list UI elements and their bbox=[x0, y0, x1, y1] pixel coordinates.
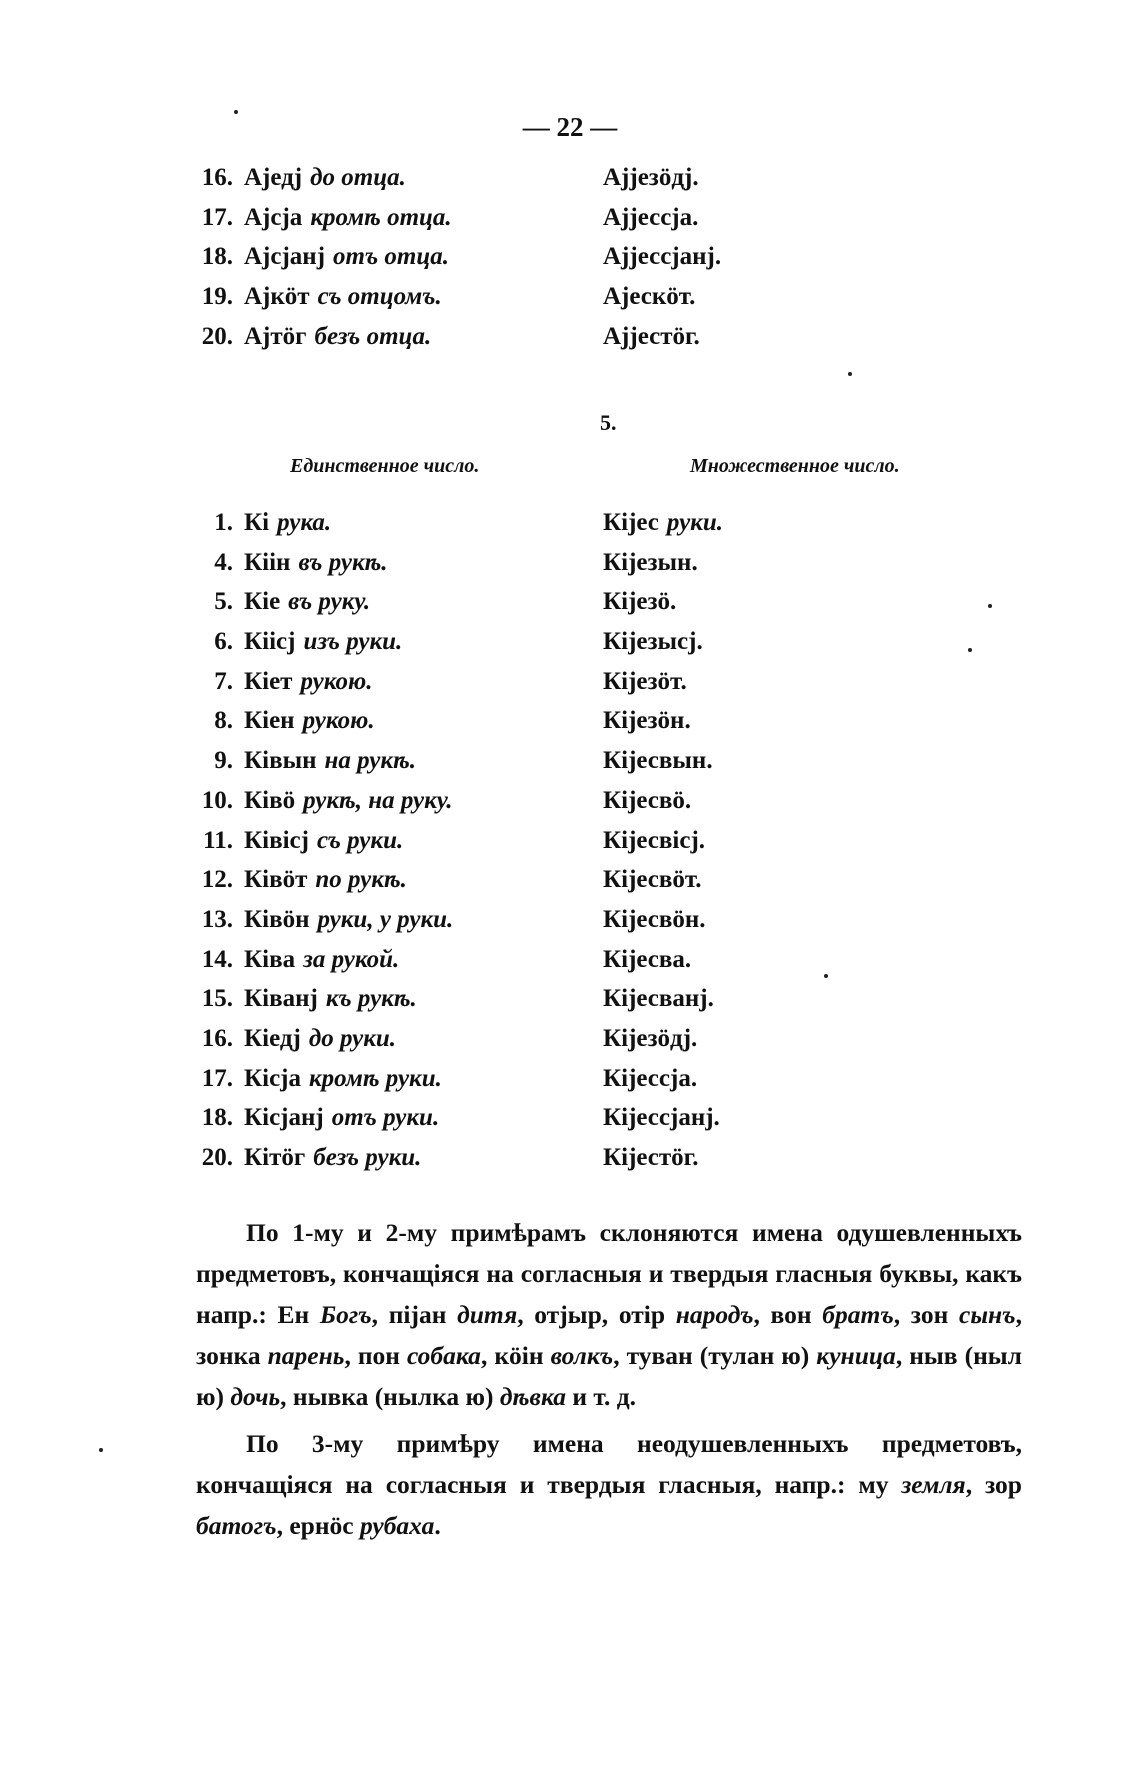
singular-form bbox=[244, 277, 442, 317]
row-number: 20. bbox=[201, 1144, 233, 1171]
text-run: , пiјан bbox=[371, 1300, 458, 1329]
page-number: — 22 — bbox=[522, 112, 618, 142]
table-row bbox=[0, 900, 1140, 940]
translation: рукою. bbox=[302, 707, 375, 735]
table-row bbox=[0, 198, 1140, 238]
translation: по рукѣ. bbox=[315, 866, 407, 894]
translation: рукою. bbox=[300, 667, 373, 695]
translation: кромѣ руки. bbox=[309, 1064, 442, 1092]
text-run: , ернöс bbox=[276, 1511, 360, 1540]
row-number: 17. bbox=[201, 203, 233, 231]
declension-table-father bbox=[0, 158, 1140, 356]
plural-translation: руки. bbox=[666, 509, 723, 536]
singular-form bbox=[244, 662, 372, 702]
example-translation: дѣвка bbox=[499, 1382, 566, 1411]
word: Кiе bbox=[244, 588, 281, 616]
paragraph-examples-1-2 bbox=[196, 1212, 1022, 1417]
table-row bbox=[0, 622, 1140, 662]
translation: отъ руки. bbox=[331, 1104, 440, 1132]
section-number: 5. bbox=[600, 410, 617, 435]
table-row bbox=[0, 543, 1140, 583]
plural-form bbox=[603, 1138, 698, 1178]
table-row bbox=[0, 940, 1140, 980]
table-row bbox=[0, 662, 1140, 702]
singular-form bbox=[244, 622, 402, 662]
singular-form bbox=[244, 237, 449, 277]
word: Кiен bbox=[244, 707, 295, 735]
example-translation: земля bbox=[901, 1470, 966, 1499]
plural-form bbox=[603, 821, 705, 861]
singular-form bbox=[244, 781, 453, 821]
table-row bbox=[0, 503, 1140, 543]
plural-word: Аjjессjа. bbox=[603, 203, 699, 231]
plural-form bbox=[603, 662, 687, 702]
word: Кiiсj bbox=[244, 628, 296, 656]
table-row bbox=[0, 1019, 1140, 1059]
row-number: 19. bbox=[201, 283, 233, 311]
example-translation: волкъ bbox=[550, 1341, 614, 1370]
singular-form bbox=[244, 701, 375, 741]
plural-word: Аjjезöдj. bbox=[603, 164, 699, 191]
singular-form bbox=[244, 1019, 396, 1059]
print-speck bbox=[824, 974, 828, 978]
word: Кiет bbox=[244, 667, 293, 695]
text-run: , туван (тулан ю) bbox=[613, 1341, 817, 1370]
row-number: 4. bbox=[214, 548, 233, 576]
plural-form bbox=[603, 1098, 720, 1138]
row-number: 20. bbox=[201, 322, 233, 350]
plural-word: Аjескöт. bbox=[603, 283, 696, 311]
table-row bbox=[0, 860, 1140, 900]
singular-form bbox=[244, 198, 452, 238]
plural-form bbox=[603, 543, 698, 583]
word: Кiiн bbox=[244, 548, 291, 576]
singular-form bbox=[244, 1059, 442, 1099]
text-run: , вон bbox=[753, 1300, 823, 1329]
word: Кiва bbox=[244, 945, 296, 973]
plural-word: Кijестöг. bbox=[603, 1144, 699, 1171]
plural-form bbox=[603, 860, 702, 900]
example-translation: братъ bbox=[822, 1300, 894, 1329]
text-run: По 3-му примѣру имена неодушевленныхъ предметовъ, кончащіяся на согласныя и твердыя гласныя, напр.: му bbox=[196, 1429, 1022, 1499]
example-translation: куница bbox=[816, 1341, 896, 1370]
declension-table-hand bbox=[0, 503, 1140, 1178]
text-run: По 1-му и 2-му примѣрамъ склоняются имена одушевленныхъ предметовъ, кончащіяся на согласныя и твердыя гласныя буквы, какъ напр.: Ен bbox=[196, 1218, 1022, 1329]
row-number: 10. bbox=[201, 786, 233, 814]
plural-word: Кijесвiсj. bbox=[603, 826, 706, 854]
text-run: , отjыр, отiр bbox=[517, 1300, 676, 1329]
paragraph-examples-3 bbox=[196, 1423, 1022, 1546]
row-number: 15. bbox=[201, 985, 233, 1013]
example-translation: дочь bbox=[230, 1382, 281, 1411]
translation: до руки. bbox=[308, 1024, 397, 1052]
table-row bbox=[0, 701, 1140, 741]
text-run: и т. д. bbox=[565, 1382, 637, 1411]
example-translation: народъ bbox=[675, 1300, 754, 1329]
word: Кiедj bbox=[244, 1024, 301, 1052]
header-singular: Единственное число. bbox=[290, 455, 480, 477]
table-row bbox=[0, 317, 1140, 357]
table-row bbox=[0, 1138, 1140, 1178]
table-row bbox=[0, 158, 1140, 198]
print-speck bbox=[988, 604, 992, 608]
singular-form bbox=[244, 1098, 439, 1138]
plural-word: Кijесвын. bbox=[603, 747, 713, 775]
example-translation: парень bbox=[267, 1341, 345, 1370]
text-run: , пон bbox=[344, 1341, 407, 1370]
print-speck bbox=[234, 110, 238, 114]
translation: кромѣ отца. bbox=[310, 203, 452, 231]
word: Аjсjа bbox=[244, 203, 303, 231]
singular-form bbox=[244, 741, 416, 781]
print-speck bbox=[848, 372, 852, 376]
translation: рукѣ, на руку. bbox=[303, 786, 453, 814]
plural-form bbox=[603, 1059, 697, 1099]
plural-word: Кijесвö. bbox=[603, 786, 692, 814]
plural-word: Кijессjанj. bbox=[603, 1104, 720, 1132]
word: Кiтöг bbox=[244, 1144, 306, 1171]
word: Кiвöн bbox=[244, 905, 310, 933]
word: Кiсjа bbox=[244, 1064, 301, 1092]
translation: безъ отца. bbox=[314, 322, 432, 350]
translation: отъ отца. bbox=[333, 243, 449, 271]
example-translation: собака bbox=[406, 1341, 481, 1370]
table-row bbox=[0, 237, 1140, 277]
row-number: 6. bbox=[214, 628, 233, 656]
word: Аjкöт bbox=[244, 283, 310, 311]
table-row bbox=[0, 1098, 1140, 1138]
plural-form bbox=[603, 237, 721, 277]
text-run: , ныв (ныл ю) bbox=[196, 1341, 1022, 1411]
translation: за рукой. bbox=[303, 945, 400, 973]
plural-word: Кijезö. bbox=[603, 588, 677, 616]
plural-word: Кijессjа. bbox=[603, 1064, 698, 1092]
plural-form bbox=[603, 158, 699, 198]
example-translation: рубаха bbox=[359, 1511, 435, 1540]
plural-word: Кijесва. bbox=[603, 945, 692, 973]
row-number: 18. bbox=[201, 243, 233, 271]
text-run: . bbox=[434, 1511, 441, 1540]
singular-form bbox=[244, 860, 407, 900]
word: Аjсjанj bbox=[244, 243, 326, 271]
translation: съ руки. bbox=[316, 826, 404, 854]
word: Аjедj bbox=[244, 164, 303, 191]
plural-form bbox=[603, 1019, 697, 1059]
plural-word: Кijезысj. bbox=[603, 628, 703, 656]
table-row bbox=[0, 277, 1140, 317]
singular-form bbox=[244, 582, 370, 622]
word: Кiвö bbox=[244, 786, 296, 814]
translation: рука. bbox=[277, 509, 332, 536]
row-number: 7. bbox=[214, 667, 233, 695]
plural-form bbox=[603, 198, 698, 238]
plural-word: Кijес bbox=[603, 509, 659, 536]
translation: до отца. bbox=[310, 164, 406, 191]
print-speck bbox=[99, 1448, 103, 1452]
row-number: 17. bbox=[201, 1064, 233, 1092]
table-row bbox=[0, 582, 1140, 622]
singular-form bbox=[244, 158, 406, 198]
plural-word: Кijезöдj. bbox=[603, 1024, 698, 1052]
example-translation: батогъ bbox=[196, 1511, 277, 1540]
singular-form bbox=[244, 543, 388, 583]
plural-form bbox=[603, 317, 700, 357]
table-row bbox=[0, 741, 1140, 781]
singular-form bbox=[244, 979, 417, 1019]
plural-form bbox=[603, 582, 676, 622]
example-translation: Богъ bbox=[319, 1300, 372, 1329]
plural-form bbox=[603, 781, 691, 821]
row-number: 11. bbox=[203, 826, 233, 854]
translation: въ руку. bbox=[288, 588, 371, 616]
plural-word: Аjjессjанj. bbox=[603, 243, 722, 271]
example-translation: дитя bbox=[457, 1300, 518, 1329]
plural-form bbox=[603, 277, 695, 317]
table-row bbox=[0, 979, 1140, 1019]
translation: съ отцомъ. bbox=[317, 283, 442, 311]
row-number: 12. bbox=[201, 866, 233, 894]
plural-form bbox=[603, 979, 714, 1019]
plural-form bbox=[603, 940, 691, 980]
row-number: 16. bbox=[201, 1024, 233, 1052]
translation: къ рукѣ. bbox=[325, 985, 417, 1013]
plural-form bbox=[603, 741, 713, 781]
row-number: 18. bbox=[201, 1104, 233, 1132]
row-number: 16. bbox=[201, 164, 233, 191]
singular-form bbox=[244, 317, 431, 357]
singular-form bbox=[244, 940, 399, 980]
body-text bbox=[196, 1212, 1022, 1546]
row-number: 8. bbox=[214, 707, 233, 735]
word: Аjтöг bbox=[244, 322, 307, 350]
translation: изъ руки. bbox=[303, 628, 403, 656]
singular-form bbox=[244, 503, 331, 543]
text-run: , зор bbox=[965, 1470, 1022, 1499]
translation: въ рукѣ. bbox=[298, 548, 388, 576]
row-number: 5. bbox=[214, 588, 233, 616]
plural-word: Аjjестöг. bbox=[603, 322, 700, 350]
translation: руки, у руки. bbox=[317, 905, 454, 933]
table-row bbox=[0, 1059, 1140, 1099]
row-number: 13. bbox=[201, 905, 233, 933]
plural-word: Кijесванj. bbox=[603, 985, 714, 1013]
plural-form bbox=[603, 900, 706, 940]
word: Кiвöт bbox=[244, 866, 308, 894]
singular-form bbox=[244, 1138, 421, 1178]
word: Кiванj bbox=[244, 985, 318, 1013]
plural-word: Кijесвöн. bbox=[603, 905, 706, 933]
table-row bbox=[0, 821, 1140, 861]
plural-word: Кijесвöт. bbox=[603, 866, 702, 894]
word: Кiсjанj bbox=[244, 1104, 324, 1132]
plural-word: Кijезын. bbox=[603, 548, 698, 576]
singular-form bbox=[244, 821, 403, 861]
plural-form bbox=[603, 701, 691, 741]
singular-form bbox=[244, 900, 453, 940]
word: Кiвын bbox=[244, 747, 317, 775]
plural-word: Кijезöн. bbox=[603, 707, 691, 735]
text-run: , зонка bbox=[196, 1300, 1022, 1370]
text-run: , зон bbox=[893, 1300, 960, 1329]
text-run: , кöiн bbox=[480, 1341, 551, 1370]
word: Кiвiсj bbox=[244, 826, 309, 854]
print-speck bbox=[968, 648, 972, 652]
plural-word: Кijезöт. bbox=[603, 667, 687, 695]
text-run: , нывка (нылка ю) bbox=[280, 1382, 500, 1411]
header-plural: Множественное число. bbox=[690, 455, 900, 477]
row-number: 9. bbox=[214, 747, 233, 775]
translation: безъ руки. bbox=[313, 1144, 422, 1171]
row-number: 1. bbox=[214, 509, 233, 536]
table-row bbox=[0, 781, 1140, 821]
plural-form bbox=[603, 503, 723, 543]
plural-form bbox=[603, 622, 703, 662]
word: Кі bbox=[244, 509, 270, 536]
example-translation: сынъ bbox=[959, 1300, 1016, 1329]
translation: на рукѣ. bbox=[324, 747, 416, 775]
row-number: 14. bbox=[201, 945, 233, 973]
